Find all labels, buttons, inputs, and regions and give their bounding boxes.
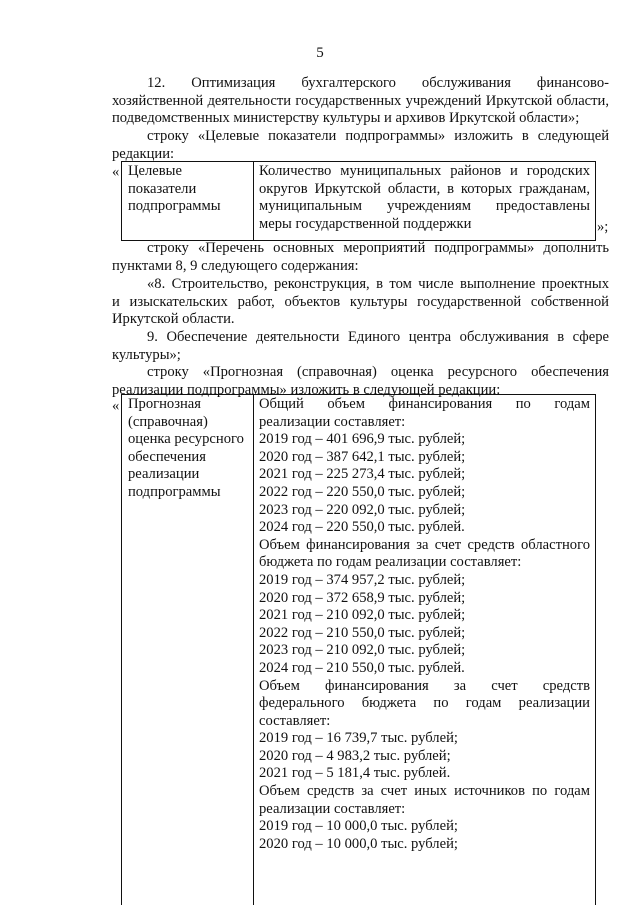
paragraph-line: реализации подпрограммы» изложить в следующей редакции: [112,381,501,398]
table1-close-quote: »; [597,219,609,235]
table2-value-line: 2019 год – 374 957,2 тыс. рублей; [259,571,466,588]
paragraph-line: 12. Оптимизация бухгалтерского обслуживания финансово- [147,75,609,91]
table2-value-line: 2021 год – 225 273,4 тыс. рублей; [259,466,466,483]
table2-value-line: 2021 год – 5 181,4 тыс. рублей. [259,765,451,782]
table2-label-line: подпрограммы [128,483,221,500]
table2-value-line: 2021 год – 210 092,0 тыс. рублей; [259,607,466,624]
paragraph-line: и изыскательских работ, объектов культуры государственной собственной [112,293,609,310]
table2-label-line: обеспечения [128,448,206,465]
paragraph-item-9 [112,329,609,364]
table2-value-line: бюджета по годам реализации составляет: [259,554,522,571]
table2-value-line: 2022 год – 220 550,0 тыс. рублей; [259,483,466,500]
table2-value-line: Объем финансирования за счет средств областного [259,536,590,553]
table2-label-line: реализации [128,466,200,483]
table2-value-line: 2022 год – 210 550,0 тыс. рублей; [259,624,466,641]
table2-value-line: реализации составляет: [259,800,406,817]
paragraph-line: «8. Строительство, реконструкция, в том числе выполнение проектных [147,276,609,292]
paragraph-line: строку «Прогнозная (справочная) оценка ресурсного обеспечения [147,364,609,380]
table2-open-quote: « [112,398,120,414]
paragraph-list-instruction [112,240,609,275]
table2-label-line: оценка ресурсного [128,431,244,448]
paragraph-line: культуры»; [112,346,181,363]
table1-value-line: Количество муниципальных районов и городских [259,163,590,179]
table1-label-line: Целевые [128,163,182,179]
paragraph-line: строку «Целевые показатели подпрограммы» изложить в следующей [147,128,609,144]
table2-value-line: 2019 год – 10 000,0 тыс. рублей; [259,818,458,835]
table2-value-line: составляет: [259,712,331,729]
table2-value-line: 2023 год – 210 092,0 тыс. рублей; [259,642,466,659]
table-target-indicators [121,161,596,241]
paragraph-line: подведомственных министерству культуры и архивов Иркутской области»; [112,110,580,127]
table1-value-line: меры государственной поддержки [259,215,472,232]
paragraph-line: пунктами 8, 9 следующего содержания: [112,257,359,274]
table1-value-line: муниципальным учреждениям предоставлены [259,198,590,215]
paragraph-row1-instruction [112,128,609,163]
paragraph-line: строку «Перечень основных мероприятий подпрограммы» дополнить [147,240,609,256]
table1-label-line: показатели [128,180,197,197]
table2-value-line: 2019 год – 401 696,9 тыс. рублей; [259,431,466,448]
paragraph-line: редакции: [112,145,175,162]
table2-value-line: реализации составляет: [259,413,406,430]
table2-label-line: Прогнозная [128,396,201,412]
table2-value-line: 2020 год – 4 983,2 тыс. рублей; [259,747,451,764]
table2-value-line: 2023 год – 220 092,0 тыс. рублей; [259,501,466,518]
table1-open-quote: « [112,164,120,180]
table1-value-cell [254,162,595,240]
paragraph-line: Иркутской области. [112,311,235,328]
table1-label-line: подпрограммы [128,198,221,215]
table2-value-line: 2019 год – 16 739,7 тыс. рублей; [259,730,458,747]
table2-value-cell [254,395,595,905]
paragraph-12 [112,75,609,128]
table2-value-line: 2024 год – 220 550,0 тыс. рублей. [259,519,465,536]
table2-value-line: 2024 год – 210 550,0 тыс. рублей. [259,659,465,676]
table2-value-line: 2020 год – 387 642,1 тыс. рублей; [259,448,466,465]
table2-label-cell [122,395,254,905]
table1-label-cell [122,162,254,240]
paragraph-line: 9. Обеспечение деятельности Единого центра обслуживания в сфере [147,329,609,345]
paragraph-line: хозяйственной деятельности государственных учреждений Иркутской области, [112,92,609,109]
paragraph-item-8 [112,276,609,329]
page-number: 5 [316,45,324,61]
table2-value-line: Объем средств за счет иных источников по годам [259,783,590,800]
table2-value-line: федерального бюджета по годам реализации [259,695,590,712]
table-resource-estimate [121,394,596,905]
table2-value-line: 2020 год – 372 658,9 тыс. рублей; [259,589,466,606]
table2-value-line: Объем финансирования за счет средств [259,677,590,694]
table1-value-line: округов Иркутской области, в которых гражданам, [259,180,590,197]
table2-value-line: Общий объем финансирования по годам [259,396,590,412]
table2-value-line: 2020 год – 10 000,0 тыс. рублей; [259,835,458,852]
table2-label-line: (справочная) [128,413,208,430]
